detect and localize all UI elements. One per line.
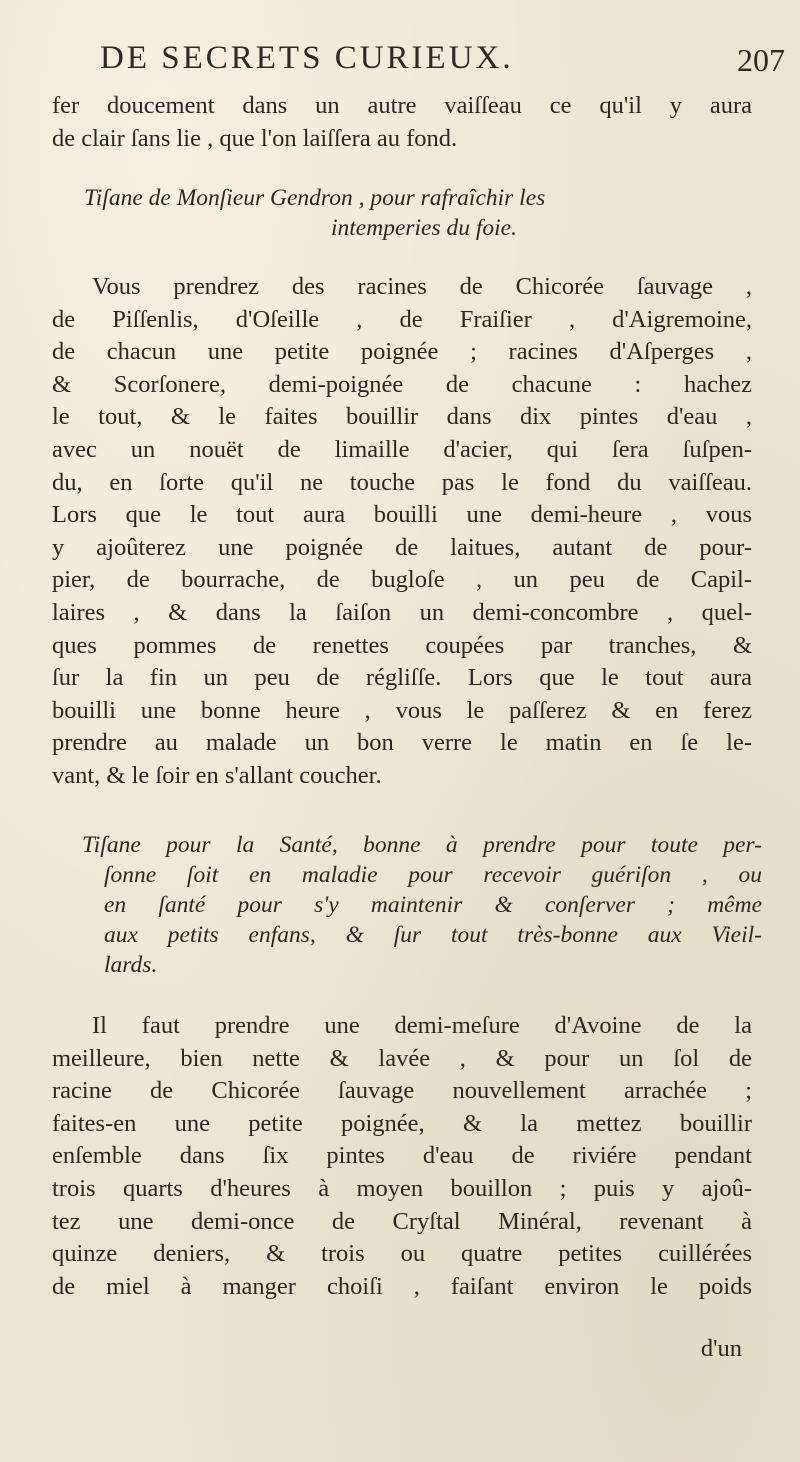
recipe-body-gendron [52, 271, 752, 793]
text-line: laires , & dans la ſaiſon un demi-concombre , quel- [52, 598, 752, 626]
running-head [100, 40, 785, 80]
heading-line: aux petits enfans, & ſur tout très-bonne aux Vieil- [104, 922, 762, 948]
heading-line: intemperies du foie. [330, 215, 517, 241]
text-line: vant, & le ſoir en s'allant coucher. [52, 761, 382, 789]
text-line: y ajoûterez une poignée de laitues, autant de pour- [52, 533, 752, 561]
recipe-body-sante [52, 1010, 752, 1303]
text-line: bouilli une bonne heure , vous le paſſerez & en ferez [52, 696, 752, 724]
text-line: enſemble dans ſix pintes d'eau de riviére pendant [52, 1142, 752, 1170]
text-line: avec un nouët de limaille d'acier, qui ſera ſuſpen- [52, 435, 752, 463]
heading-line: Tiſane pour la Santé, bonne à prendre pour toute per- [82, 832, 762, 858]
text-line: Vous prendrez des racines de Chicorée ſauvage , [92, 273, 752, 300]
text-line: Lors que le tout aura bouilli une demi-heure , vous [52, 501, 752, 529]
text-line: le tout, & le faites bouillir dans dix pintes d'eau , [52, 403, 752, 431]
text-line: ſur la fin un peu de régliſſe. Lors que le tout aura [52, 664, 752, 692]
text-line: prendre au malade un bon verre le matin en ſe le- [52, 729, 752, 757]
text-line: tez une demi-once de Cryſtal Minéral, revenant à [52, 1207, 752, 1235]
paragraph-continuation [52, 90, 752, 155]
text-line: racine de Chicorée ſauvage nouvellement arrachée ; [52, 1077, 752, 1105]
text-line: de miel à manger choiſi , faiſant environ le poids [52, 1272, 752, 1300]
text-line: & Scorſonere, demi-poignée de chacune : hachez [52, 370, 752, 398]
heading-line: lards. [104, 952, 158, 978]
text-line: faites-en une petite poignée, & la mettez bouillir [52, 1109, 752, 1137]
heading-line: ſonne ſoit en maladie pour recevoir guériſon , ou [104, 862, 762, 888]
text-line: pier, de bourrache, de bugloſe , un peu de Capil- [52, 566, 752, 594]
recipe-heading-sante [82, 830, 762, 980]
text-line: de clair ſans lie , que l'on laiſſera au fond. [52, 124, 458, 152]
running-title: DE SECRETS CURIEUX. [100, 40, 514, 76]
text-line: de Piſſenlis, d'Oſeille , de Fraiſier , d'Aigremoine, [52, 305, 752, 333]
recipe-heading-gendron [84, 183, 764, 243]
catchword: d'un [700, 1335, 742, 1362]
text-line: de chacun une petite poignée ; racines d'Aſperges , [52, 338, 752, 366]
text-line: quinze deniers, & trois ou quatre petites cuillérées [52, 1240, 752, 1268]
text-line: Il faut prendre une demi-meſure d'Avoine de la [92, 1012, 752, 1039]
heading-line: en ſanté pour s'y maintenir & conſerver ; même [104, 892, 762, 918]
text-line: du, en ſorte qu'il ne touche pas le fond du vaiſſeau. [52, 468, 752, 496]
text-line: meilleure, bien nette & lavée , & pour un ſol de [52, 1044, 752, 1072]
page-number: 207 [737, 42, 785, 78]
text-line: ques pommes de renettes coupées par tranches, & [52, 631, 752, 659]
heading-line: Tiſane de Monſieur Gendron , pour rafraîchir les [84, 185, 546, 211]
text-line: trois quarts d'heures à moyen bouillon ; puis y ajoû- [52, 1174, 752, 1202]
text-line: fer doucement dans un autre vaiſſeau ce qu'il y aura [52, 92, 752, 119]
